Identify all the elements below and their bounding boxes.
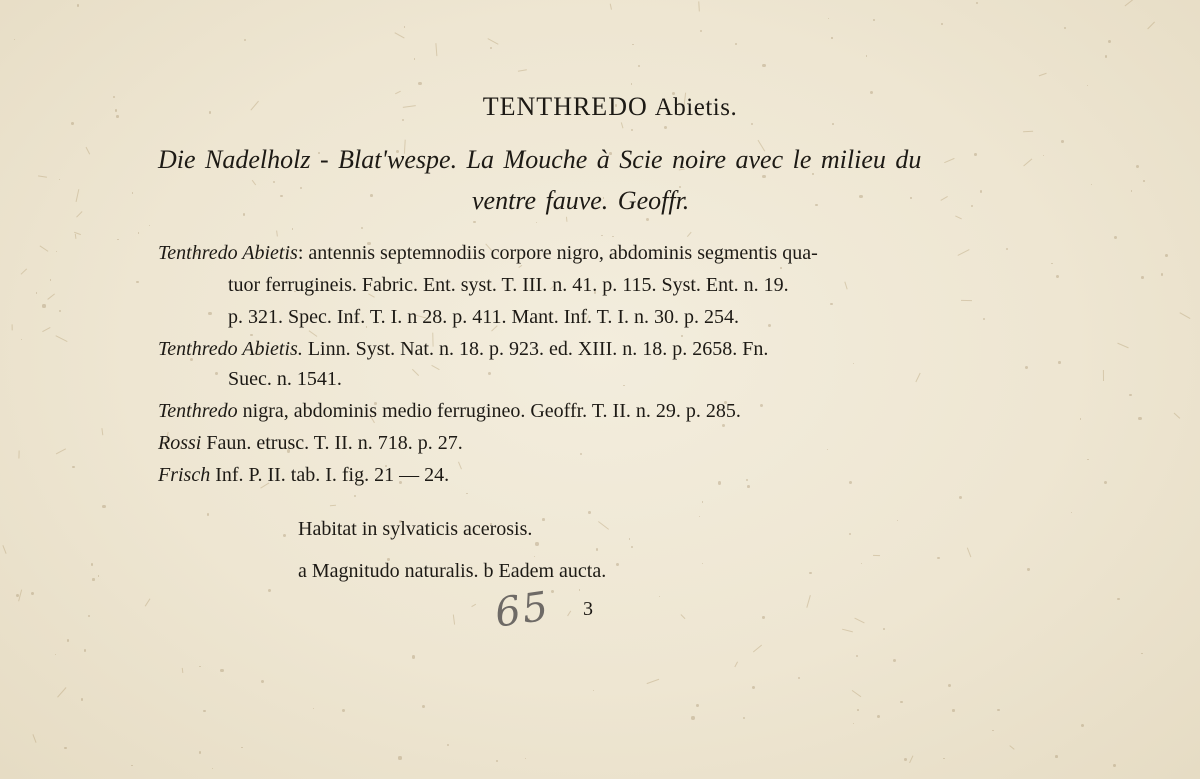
paper-fiber — [276, 231, 278, 237]
paper-speck — [1114, 236, 1117, 239]
paper-speck — [900, 701, 903, 704]
paper-speck — [77, 4, 80, 7]
paper-fiber — [610, 4, 612, 10]
paper-speck — [722, 424, 725, 427]
paper-speck — [1087, 85, 1088, 86]
paper-fiber — [18, 589, 22, 601]
paper-speck — [861, 563, 862, 564]
reference-author: Frisch — [158, 464, 211, 486]
paper-speck — [1138, 417, 1141, 420]
paper-fiber — [33, 734, 37, 743]
reference-text: Linn. Syst. Nat. n. 18. p. 923. ed. XIII. n. 18. p. 2658. Fn. — [302, 338, 769, 360]
paper-speck — [629, 538, 631, 540]
paper-speck — [447, 744, 449, 746]
paper-fiber — [1118, 343, 1129, 349]
paper-speck — [50, 279, 52, 281]
paper-speck — [866, 55, 868, 57]
paper-speck — [535, 542, 538, 545]
paper-speck — [215, 372, 218, 375]
reference-3 — [158, 400, 1053, 423]
paper-fiber — [38, 175, 47, 177]
paper-fiber — [308, 330, 316, 336]
paper-speck — [273, 181, 275, 183]
reference-1-continuation-2: p. 321. Spec. Inf. T. I. n 28. p. 411. Mant. Inf. T. I. n. 30. p. 254. — [228, 306, 740, 328]
paper-speck — [910, 197, 911, 198]
paper-speck — [1080, 418, 1081, 419]
paper-speck — [856, 655, 858, 657]
paper-fiber — [621, 123, 624, 129]
paper-speck — [370, 194, 373, 197]
common-names-line-1: Die Nadelholz - Blat'wespe. La Mouche à Scie noire avec le milieu du — [158, 145, 922, 174]
paper-speck — [72, 466, 75, 469]
paper-speck — [42, 304, 45, 307]
reference-text: Inf. P. II. tab. I. fig. 21 — 24. — [210, 464, 450, 486]
paper-speck — [138, 232, 140, 234]
paper-speck — [762, 64, 765, 67]
paper-speck — [959, 496, 962, 499]
paper-speck — [831, 37, 832, 38]
paper-fiber — [85, 147, 89, 154]
page-number: 3 — [583, 598, 593, 620]
paper-speck — [412, 655, 415, 658]
paper-fiber — [1125, 0, 1134, 6]
reference-author: Tenthredo — [158, 400, 238, 422]
paper-speck — [877, 715, 880, 718]
paper-fiber — [753, 644, 762, 652]
paper-speck — [893, 659, 896, 662]
paper-speck — [56, 251, 57, 252]
paper-speck — [952, 709, 954, 711]
paper-fiber — [1147, 21, 1155, 29]
paper-speck — [525, 758, 526, 759]
paper-speck — [828, 18, 830, 20]
paper-speck — [131, 765, 133, 767]
paper-speck — [601, 235, 603, 237]
paper-speck — [735, 43, 737, 45]
paper-speck — [208, 312, 211, 315]
paper-fiber — [518, 69, 527, 71]
paper-fiber — [680, 614, 685, 619]
page-title — [0, 92, 1200, 122]
paper-speck — [300, 187, 302, 189]
paper-fiber — [487, 38, 498, 45]
paper-speck — [632, 44, 633, 45]
reference-2-continuation-1: Suec. n. 1541. — [228, 368, 342, 390]
paper-speck — [1141, 653, 1143, 655]
paper-speck — [1061, 140, 1064, 143]
paper-fiber — [967, 548, 972, 558]
paper-speck — [212, 768, 214, 770]
paper-speck — [268, 589, 271, 592]
figure-legend: a Magnitudo naturalis. b Eadem aucta. — [298, 560, 607, 582]
reference-author: Tenthredo Abietis. — [158, 338, 303, 360]
paper-speck — [64, 747, 67, 750]
paper-speck — [398, 756, 401, 759]
paper-speck — [422, 705, 425, 708]
paper-speck — [496, 760, 498, 762]
paper-speck — [1104, 481, 1107, 484]
paper-speck — [1058, 361, 1060, 363]
paper-speck — [1064, 27, 1066, 29]
paper-speck — [490, 47, 492, 49]
paper-speck — [941, 23, 943, 25]
paper-speck — [883, 628, 885, 630]
paper-speck — [220, 669, 223, 672]
paper-speck — [473, 221, 475, 223]
paper-speck — [588, 511, 591, 514]
paper-fiber — [453, 615, 455, 625]
reference-text: Faun. etrusc. T. II. n. 718. p. 27. — [201, 432, 463, 454]
paper-speck — [91, 563, 93, 565]
paper-speck — [283, 534, 286, 537]
paper-fiber — [598, 521, 609, 530]
paper-speck — [551, 590, 554, 593]
paper-speck — [798, 677, 800, 679]
paper-speck — [59, 179, 60, 180]
reference-author: Rossi — [158, 432, 202, 454]
paper-fiber — [518, 265, 522, 268]
paper-speck — [992, 730, 993, 731]
paper-speck — [88, 615, 90, 617]
handwritten-note: 65 — [492, 583, 553, 637]
paper-fiber — [852, 690, 861, 697]
paper-speck — [631, 83, 632, 84]
paper-speck — [21, 339, 22, 340]
paper-speck — [14, 39, 15, 40]
reference-5 — [158, 464, 1053, 487]
paper-speck — [971, 205, 973, 207]
paper-speck — [418, 82, 421, 85]
paper-speck — [1113, 764, 1116, 767]
paper-fiber — [74, 234, 76, 239]
paper-fiber — [102, 428, 104, 435]
paper-fiber — [1009, 745, 1014, 750]
paper-speck — [466, 493, 467, 494]
paper-fiber — [686, 232, 691, 237]
paper-speck — [81, 698, 83, 700]
paper-speck — [361, 227, 363, 229]
paper-speck — [1143, 180, 1145, 182]
paper-fiber — [57, 687, 67, 698]
paper-speck — [1136, 165, 1139, 168]
paper-speck — [136, 281, 138, 283]
paper-speck — [261, 680, 264, 683]
paper-speck — [593, 690, 594, 691]
paper-fiber — [21, 269, 27, 275]
paper-speck — [631, 546, 633, 548]
paper-speck — [1105, 55, 1108, 58]
paper-speck — [149, 225, 150, 226]
paper-speck — [596, 548, 599, 551]
paper-speck — [1117, 598, 1119, 600]
paper-fiber — [330, 505, 336, 506]
paper-speck — [313, 708, 314, 709]
paper-speck — [873, 19, 875, 21]
paper-speck — [250, 334, 252, 336]
paper-fiber — [55, 449, 66, 455]
reference-1-continuation-1: tuor ferrugineis. Fabric. Ent. syst. T. III. n. 41. p. 115. Syst. Ent. n. 19. — [228, 274, 789, 296]
paper-speck — [659, 596, 660, 597]
paper-fiber — [472, 603, 477, 607]
paper-fiber — [2, 545, 6, 554]
paper-speck — [762, 616, 764, 618]
paper-speck — [1161, 273, 1164, 276]
paper-fiber — [955, 216, 962, 220]
paper-fiber — [395, 32, 406, 38]
reference-2 — [158, 338, 1053, 361]
paper-fiber — [252, 180, 256, 185]
paper-speck — [244, 39, 246, 41]
paper-speck — [681, 335, 682, 336]
paper-speck — [857, 709, 859, 711]
reference-1 — [158, 242, 1053, 265]
paper-speck — [241, 747, 242, 748]
paper-speck — [830, 303, 832, 305]
paper-speck — [203, 710, 206, 713]
paper-speck — [1055, 755, 1058, 758]
paper-speck — [1108, 40, 1111, 43]
paper-fiber — [55, 335, 67, 342]
paper-speck — [809, 572, 811, 574]
paper-speck — [700, 30, 702, 32]
paper-speck — [542, 518, 545, 521]
paper-speck — [199, 666, 201, 668]
paper-speck — [84, 649, 86, 651]
paper-fiber — [75, 211, 82, 218]
paper-speck — [751, 123, 753, 125]
paper-speck — [59, 310, 61, 312]
paper-speck — [1081, 724, 1084, 727]
paper-speck — [354, 495, 356, 497]
paper-speck — [117, 239, 119, 241]
paper-speck — [853, 723, 854, 724]
paper-fiber — [940, 196, 948, 201]
paper-speck — [342, 709, 345, 712]
paper-fiber — [12, 324, 13, 330]
paper-fiber — [734, 661, 738, 667]
paper-speck — [702, 563, 703, 564]
paper-speck — [743, 717, 745, 719]
paper-fiber — [567, 610, 571, 616]
paper-speck — [997, 709, 1000, 712]
paper-speck — [631, 129, 633, 131]
paper-speck — [132, 192, 133, 193]
paper-speck — [534, 556, 535, 557]
genus-name: TENTHREDO — [482, 92, 648, 121]
paper-speck — [1129, 394, 1132, 397]
paper-speck — [98, 575, 99, 576]
paper-fiber — [873, 555, 880, 556]
paper-speck — [71, 122, 74, 125]
paper-speck — [612, 236, 614, 238]
paper-speck — [943, 758, 945, 760]
paper-fiber — [42, 327, 50, 332]
paper-fiber — [1023, 131, 1033, 133]
species-name: Abietis. — [654, 94, 738, 121]
habitat-note: Habitat in sylvaticis acerosis. — [298, 518, 533, 540]
paper-fiber — [76, 189, 80, 202]
paper-fiber — [843, 629, 854, 633]
paper-speck — [31, 592, 34, 595]
paper-speck — [752, 686, 755, 689]
paper-speck — [1165, 254, 1168, 257]
paper-speck — [976, 2, 978, 4]
paper-fiber — [1179, 312, 1190, 319]
paper-speck — [1091, 184, 1093, 186]
paper-fiber — [699, 1, 701, 11]
paper-speck — [849, 533, 851, 535]
paper-fiber — [854, 617, 864, 623]
paper-speck — [897, 520, 898, 521]
paper-fiber — [807, 595, 812, 608]
paper-speck — [664, 126, 667, 129]
paper-fiber — [144, 598, 150, 606]
paper-fiber — [1039, 73, 1047, 76]
reference-text: nigra, abdominis medio ferrugineo. Geoffr. T. II. n. 29. p. 285. — [237, 400, 741, 422]
paper-speck — [832, 123, 834, 125]
paper-speck — [702, 501, 703, 502]
paper-speck — [696, 704, 699, 707]
paper-speck — [102, 505, 105, 508]
common-names-line-2: ventre fauve. Geoffr. — [472, 186, 690, 215]
paper-speck — [904, 758, 907, 761]
paper-fiber — [40, 246, 49, 252]
paper-speck — [1071, 512, 1072, 513]
paper-speck — [199, 751, 202, 754]
paper-speck — [699, 516, 701, 518]
paper-speck — [1087, 459, 1089, 461]
paper-speck — [1131, 190, 1132, 191]
paper-speck — [280, 195, 282, 197]
paper-speck — [646, 218, 649, 221]
paper-speck — [67, 639, 69, 641]
paper-speck — [948, 684, 951, 687]
paper-speck — [780, 267, 782, 269]
paper-speck — [207, 513, 209, 515]
paper-speck — [616, 563, 619, 566]
paper-fiber — [18, 450, 19, 458]
paper-speck — [980, 190, 983, 193]
paper-speck — [638, 65, 640, 67]
paper-fiber — [566, 217, 568, 223]
paper-fiber — [646, 679, 659, 684]
paper-fiber — [961, 299, 972, 300]
paper-speck — [1027, 568, 1029, 570]
paper-speck — [691, 716, 694, 719]
reference-4 — [158, 432, 1053, 455]
paper-speck — [536, 222, 537, 223]
reference-text: : antennis septemnodiis corpore nigro, abdominis segmentis qua- — [297, 242, 818, 264]
paper-fiber — [436, 43, 438, 56]
paper-speck — [292, 228, 293, 229]
paper-speck — [92, 578, 94, 580]
reference-author: Tenthredo Abietis — [158, 242, 298, 264]
paper-speck — [414, 58, 416, 60]
paper-speck — [55, 654, 56, 655]
paper-speck — [853, 363, 854, 364]
paper-speck — [404, 26, 405, 27]
paper-speck — [1141, 276, 1144, 279]
paper-speck — [579, 589, 581, 591]
paper-speck — [243, 213, 245, 215]
paper-fiber — [47, 293, 54, 299]
paper-speck — [36, 292, 38, 294]
paper-speck — [937, 557, 939, 559]
paper-fiber — [1174, 413, 1180, 419]
paper-fiber — [182, 668, 184, 673]
paper-fiber — [909, 756, 913, 764]
